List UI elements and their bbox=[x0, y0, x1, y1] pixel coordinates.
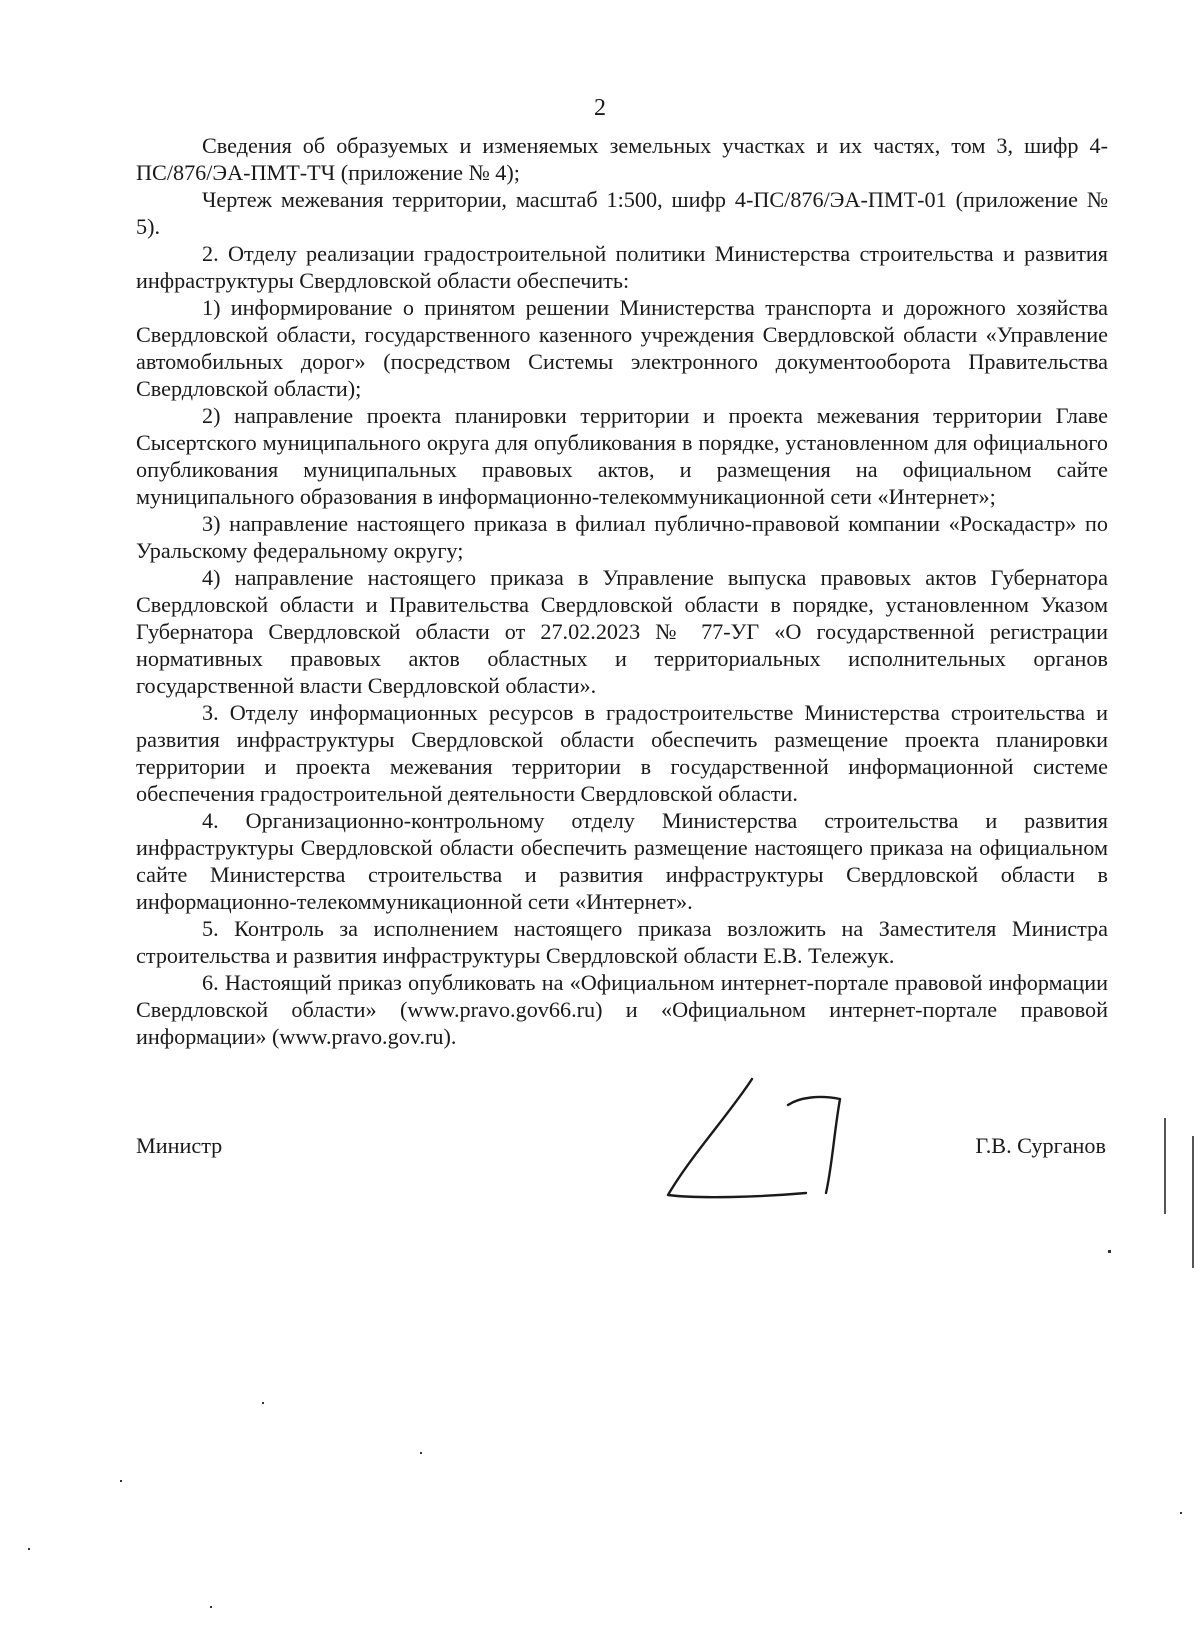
scan-dot bbox=[210, 1606, 212, 1608]
scan-dot bbox=[1180, 1512, 1182, 1514]
handwritten-signature bbox=[660, 1075, 870, 1205]
paragraph-item-4: 4. Организационно-контрольному отделу Министерства строительства и развития инфраструктуры Свердловской области обеспечить размещение настоящего приказа на официальном сайте Министерства строительства и развития инфраструктуры Свердловской области в информационно-телекоммуникационной сети «Интернет». bbox=[136, 808, 1108, 914]
paragraph-item-3: 3. Отделу информационных ресурсов в градостроительстве Министерства строительства и развития инфраструктуры Свердловской области обеспечить размещение проекта планировки территории и проекта межевания территории в государственной информационной системе обеспечения градостроительной деятельности Свердловской области. bbox=[136, 700, 1108, 806]
paragraph-item-2: 2. Отделу реализации градостроительной политики Министерства строительства и развития инфраструктуры Свердловской области обеспечить: bbox=[136, 241, 1108, 293]
paragraph-subitem-2-4: 4) направление настоящего приказа в Управление выпуска правовых актов Губернатора Свердловской области и Правительства Свердловской области в порядке, установленном Указом Губернатора Свердловской области от 27.02.2023 № 77-УГ «О государственной регистрации нормативных правовых актов областных и территориальных исполнительных органов государственной власти Свердловской области». bbox=[136, 565, 1108, 698]
scan-dot bbox=[1108, 1250, 1111, 1253]
paragraph-attachment-4: Сведения об образуемых и изменяемых земельных участках и их частях, том 3, шифр 4-ПС/876/ЭА-ПМТ-ТЧ (приложение № 4); bbox=[136, 133, 1108, 185]
paragraph-item-6: 6. Настоящий приказ опубликовать на «Официальном интернет-портале правовой информации Свердловской области» (www.pravo.gov66.ru) и «Официальном интернет-портале правовой информации» (www.pravo.gov.ru). bbox=[136, 970, 1108, 1049]
scan-edge-line bbox=[1164, 1118, 1166, 1214]
paragraph-subitem-2-2: 2) направление проекта планировки территории и проекта межевания территории Главе Сысертского муниципального округа для опубликования в порядке, установленном для официального опубликования муниципальных правовых актов, и размещения на официальном сайте муниципального образования в информационно-телекоммуникационной сети «Интернет»; bbox=[136, 403, 1108, 509]
scan-dot bbox=[420, 1452, 422, 1454]
document-body bbox=[136, 132, 1108, 1050]
paragraph-subitem-2-3: 3) направление настоящего приказа в филиал публично-правовой компании «Роскадастр» по Уральскому федеральному округу; bbox=[136, 511, 1108, 563]
scan-dot bbox=[262, 1402, 264, 1404]
page-number: 2 bbox=[594, 95, 606, 121]
signatory-name: Г.В. Сурганов bbox=[975, 1133, 1106, 1158]
scan-dot bbox=[28, 1548, 30, 1550]
paragraph-attachment-5: Чертеж межевания территории, масштаб 1:500, шифр 4-ПС/876/ЭА-ПМТ-01 (приложение № 5). bbox=[136, 187, 1108, 239]
paragraph-item-5: 5. Контроль за исполнением настоящего приказа возложить на Заместителя Министра строительства и развития инфраструктуры Свердловской области Е.В. Тележук. bbox=[136, 916, 1108, 968]
scan-dot bbox=[120, 1480, 122, 1482]
paragraph-subitem-2-1: 1) информирование о принятом решении Министерства транспорта и дорожного хозяйства Свердловской области, государственного казенного учреждения Свердловской области «Управление автомобильных дорог» (посредством Системы электронного документооборота Правительства Свердловской области); bbox=[136, 295, 1108, 401]
scan-edge-line-lower bbox=[1192, 1136, 1194, 1268]
signatory-title: Министр bbox=[136, 1133, 223, 1158]
